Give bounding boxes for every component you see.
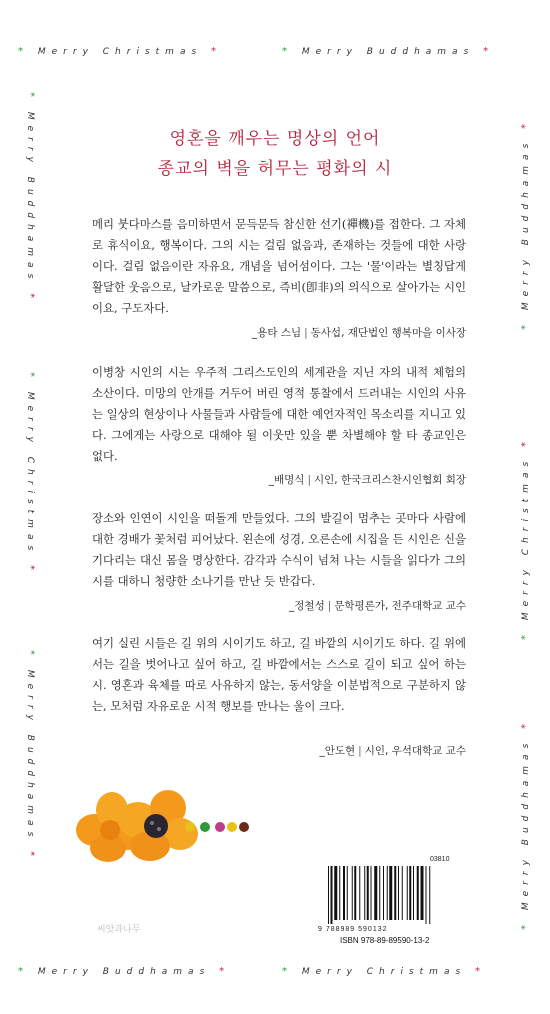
barcode-bar [339, 866, 340, 920]
border-bottom-left: * Merry Buddhamas * [18, 966, 231, 977]
publisher-logo: 씨앗과나무 [97, 925, 141, 935]
barcode-bar [334, 866, 337, 920]
barcode-bar [398, 866, 399, 920]
border-top-right: * Merry Buddhamas * [282, 46, 495, 57]
barcode-bar [387, 866, 388, 920]
barcode-bar [407, 866, 408, 920]
review-1-signature: _용타 스님 | 동사섭, 재단법인 행복마을 이사장 [251, 327, 466, 339]
review-4-text: 여기 실린 시들은 길 위의 시이기도 하고, 길 바깥의 시이기도 하다. 길 위에서는 길을 벗어나고 싶어 하고, 길 바깥에서는 스스로 길이 되고 싶어 하는 시. 영혼과 육체를 따로 사유하지 않는, 동서양을 이분법적으로 구분하지 않는, 모처럼 자유로운 시적 행보를 만나는 울이 크다. [92, 636, 466, 713]
barcode-area [318, 856, 470, 946]
review-1-name: _용타 스님 [251, 327, 302, 339]
barcode-bar [402, 866, 403, 920]
barcode-bar [389, 866, 392, 920]
border-left-middle: * Merry Christmas * [25, 372, 36, 577]
barcode-bar [331, 866, 333, 924]
border-right-top: * Merry Buddhamas * [520, 117, 531, 330]
barcode-bar [367, 866, 369, 920]
ean-digits: 9 788989 590132 [318, 926, 388, 933]
barcode-bar [371, 866, 372, 920]
barcode-bar [347, 866, 348, 920]
price-code: 03810 [430, 856, 450, 863]
border-bottom-right: * Merry Christmas * [282, 966, 487, 977]
flower-illustration [72, 786, 272, 866]
border-right-middle: * Merry Christmas * [520, 435, 531, 640]
barcode-bar [343, 866, 345, 920]
barcode-bar [354, 866, 356, 920]
barcode-bar [383, 866, 384, 920]
review-1-title: 동사섭, 재단법인 행복마을 이사장 [310, 327, 466, 339]
border-top-left: * Merry Christmas * [18, 46, 223, 57]
isbn-text: ISBN 978-89-89590-13-2 [340, 936, 430, 945]
barcode-bar [379, 866, 380, 920]
headline-line-1: 영혼을 깨우는 명상의 언어 [169, 129, 381, 149]
headline-line-2: 종교의 벽을 허무는 평화의 시 [157, 159, 393, 179]
review-3-title: 문학평론가, 전주대학교 교수 [334, 600, 466, 612]
barcode-bar [426, 866, 427, 924]
barcode-bar [374, 866, 377, 920]
barcode-bar [421, 866, 424, 920]
border-left-bottom: * Merry Buddhamas * [25, 650, 36, 863]
review-1-text: 메리 붓다마스를 음미하면서 문득문득 참신한 선기(禪機)를 접한다. 그 자체로 휴식이요, 행복이다. 그의 시는 걸림 없음과, 존재하는 것들에 대한 사랑이다. 걸림 없음이란 자유요, 개념을 넘어섬이다. 그는 '물'이라는 별칭답게 활달한 웃음으로, 날카로운 말씀으로, 즉비(卽非)의 의식으로 살아가는 시인이요, 구도자다. [92, 217, 466, 315]
review-3-text: 장소와 인연이 시인을 떠돌게 만들었다. 그의 발길이 멈추는 곳마다 사람에 대한 경배가 꽃처럼 피어났다. 왼손에 성경, 오른손에 시집을 든 시인은 신을 기다리는 대신 몸을 명상한다. 감각과 수식이 넘쳐 나는 시들을 읽다가 그의 시를 대하니 청량한 소나기를 만난 듯 반갑다. [92, 511, 466, 588]
review-2-name: _배명식 [268, 474, 305, 486]
barcode-bar [409, 866, 411, 920]
review-2-title: 시인, 한국크리스찬시인협회 회장 [313, 474, 466, 486]
barcode-bar [417, 866, 419, 920]
border-left-top: * Merry Buddhamas * [25, 92, 36, 305]
barcode-bar [359, 866, 360, 920]
review-2-text: 이병창 시인의 시는 우주적 그리스도인의 세계관을 지닌 자의 내적 체험의 소산이다. 미망의 안개를 거두어 버린 영적 통찰에서 드러내는 시인의 사유는 일상의 현상이나 사물들과 사람들에 대한 예언자적인 목소리를 지니고 있다. 그에게는 사랑으로 대해야 될 이웃만 있을 뿐 차별해야 할 타 종교인은 없다. [92, 365, 466, 463]
review-2-signature: _배명식 | 시인, 한국크리스찬시인협회 회장 [268, 474, 466, 486]
review-3-signature: _정철성 | 문학평론가, 전주대학교 교수 [289, 600, 466, 612]
barcode-bar [352, 866, 353, 920]
border-right-bottom: * Merry Buddhamas * [520, 717, 531, 930]
review-4-name: _안도현 [319, 745, 356, 757]
barcode-bar [328, 866, 329, 924]
barcode-bar [429, 866, 430, 924]
barcode-bar [364, 866, 365, 920]
review-4-signature: _안도현 | 시인, 우석대학교 교수 [319, 745, 466, 757]
review-4-title: 시인, 우석대학교 교수 [364, 745, 466, 757]
barcode-bar [394, 866, 396, 920]
barcode-bars [326, 866, 470, 924]
review-3-name: _정철성 [289, 600, 325, 612]
barcode-bar [413, 866, 414, 920]
